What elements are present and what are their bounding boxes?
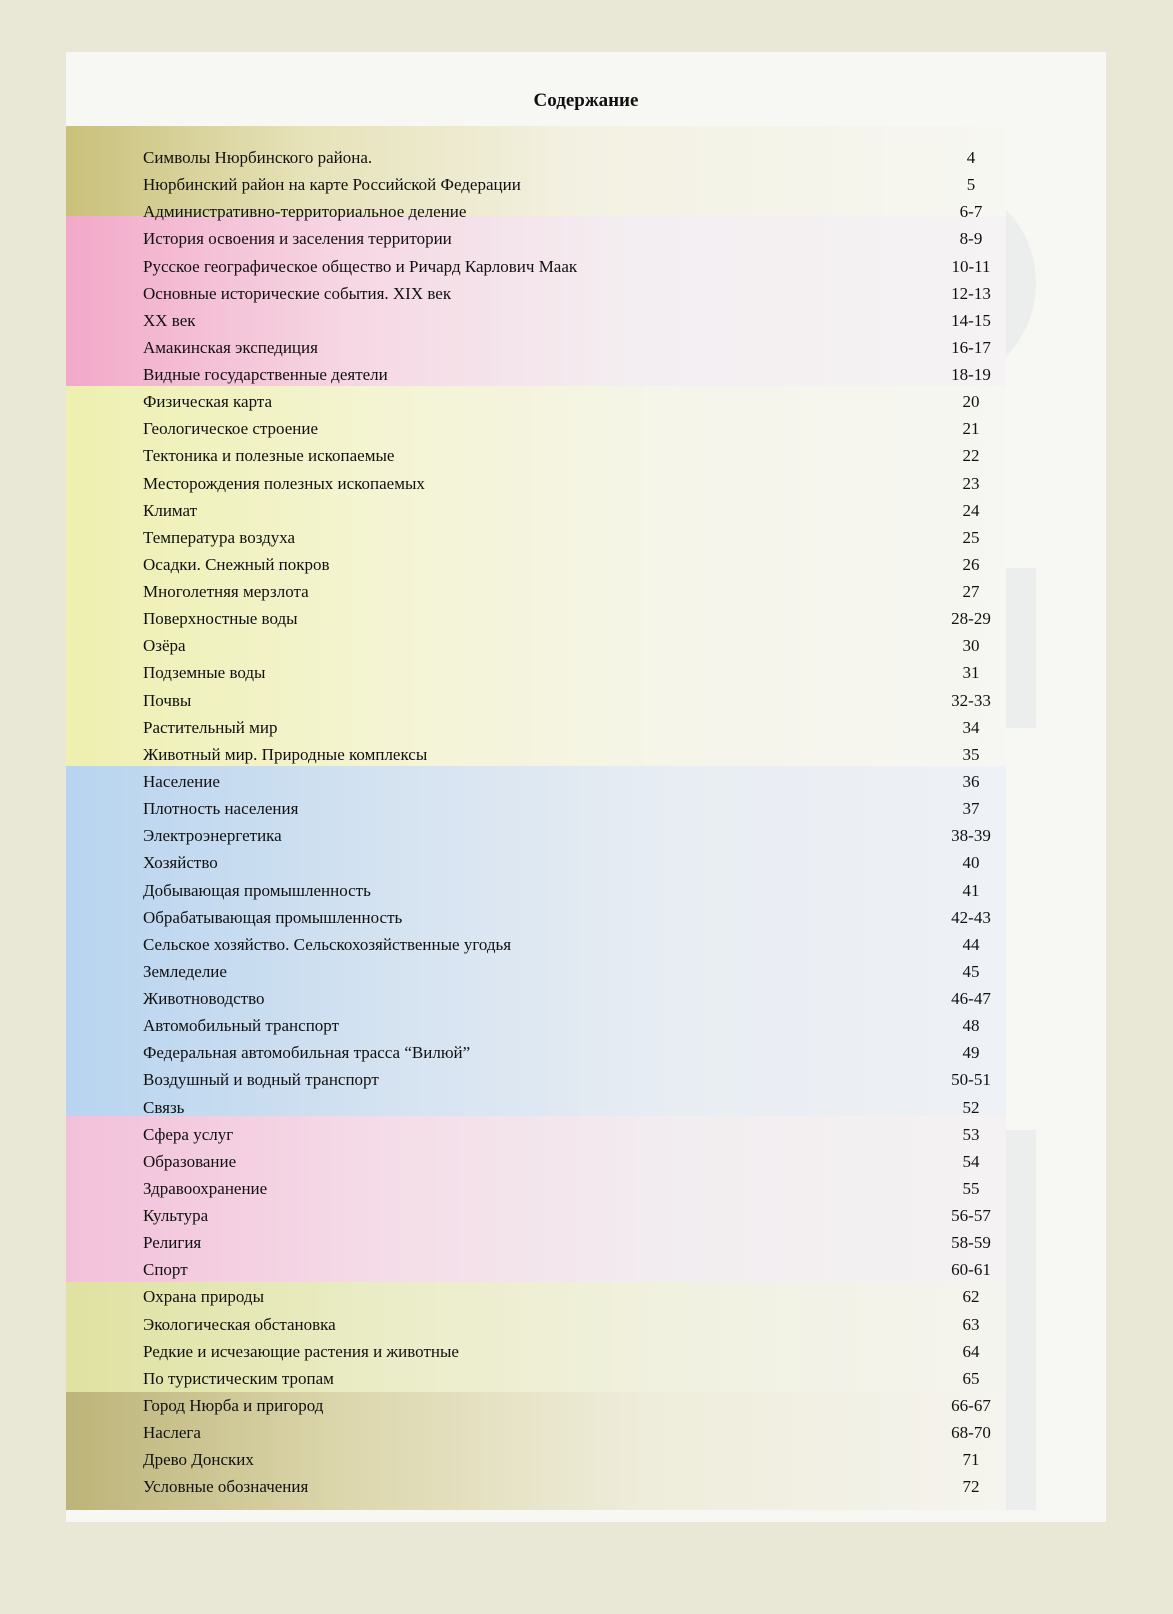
toc-entry-label: XX век: [143, 310, 196, 330]
toc-entry[interactable]: [143, 768, 1011, 795]
toc-entry[interactable]: [143, 1229, 1011, 1256]
toc-entry-page: 30: [962, 636, 980, 656]
toc-entry-label: Административно-территориальное деление: [143, 202, 467, 222]
toc-entry[interactable]: [143, 795, 1011, 822]
toc-entry-page: 4: [966, 148, 976, 167]
toc-entry-label: Хозяйство: [143, 853, 218, 873]
toc-entry[interactable]: [143, 1094, 1011, 1121]
toc-entry-label: Связь: [143, 1097, 185, 1117]
toc-entry-label: Животноводство: [143, 989, 265, 1009]
toc-entry[interactable]: [143, 1338, 1011, 1365]
toc-entry-label: Древо Донских: [143, 1450, 254, 1470]
toc-entry[interactable]: [143, 958, 1011, 985]
toc-entry-label: Редкие и исчезающие растения и животные: [143, 1341, 459, 1361]
toc-entry-page: 8-9: [959, 229, 983, 249]
toc-entry[interactable]: [143, 253, 1011, 280]
toc-entry[interactable]: [143, 931, 1011, 958]
toc-entry-page: 28-29: [951, 609, 991, 629]
toc-entry-label: Русское географическое общество и Ричард Карлович Маак: [143, 256, 578, 276]
toc-entry-label: Основные исторические события. XIX век: [143, 283, 452, 303]
toc-entry-page: 22: [962, 446, 980, 466]
toc-entry[interactable]: [143, 1012, 1011, 1039]
toc-entry-page: 37: [962, 799, 980, 819]
toc-entry[interactable]: [143, 388, 1011, 415]
toc-entry-page: 25: [962, 527, 980, 547]
toc-entry[interactable]: [143, 632, 1011, 659]
toc-entry-page: 31: [962, 663, 980, 683]
toc-entry-label: Климат: [143, 500, 198, 520]
toc-entry-label: Религия: [143, 1233, 202, 1253]
toc-entry-page: 46-47: [951, 989, 991, 1009]
toc-entry-label: Растительный мир: [143, 717, 278, 737]
toc-entry-page: 23: [962, 473, 980, 493]
toc-entry-label: Подземные воды: [143, 663, 266, 683]
toc-entry-page: 34: [962, 717, 980, 737]
toc-entry[interactable]: [143, 524, 1011, 551]
toc-entry[interactable]: [143, 1446, 1011, 1473]
toc-entry[interactable]: [143, 551, 1011, 578]
toc-entry[interactable]: [143, 1392, 1011, 1419]
toc-entry[interactable]: [143, 605, 1011, 632]
toc-entry-page: 6-7: [959, 202, 983, 222]
toc-entry-page: 63: [962, 1314, 980, 1334]
toc-entry-label: Геологическое строение: [143, 419, 319, 439]
toc-entry-label: Тектоника и полезные ископаемые: [143, 446, 395, 466]
toc-entry[interactable]: [143, 822, 1011, 849]
toc-entry-label: Наслега: [143, 1423, 201, 1443]
toc-entry-page: 21: [962, 419, 980, 439]
toc-entry-label: Добывающая промышленность: [143, 880, 371, 900]
toc-entry-label: Обрабатывающая промышленность: [143, 907, 403, 927]
toc-entry[interactable]: [143, 198, 1011, 225]
toc-entry[interactable]: [143, 1283, 1011, 1310]
toc-entry[interactable]: [143, 714, 1011, 741]
toc-entry[interactable]: [143, 849, 1011, 876]
toc-entry-page: 55: [962, 1178, 980, 1198]
toc-entry-page: 27: [962, 582, 980, 602]
toc-entry[interactable]: [143, 687, 1011, 714]
toc-entry-label: Физическая карта: [143, 392, 273, 412]
toc-entry-page: 72: [962, 1477, 980, 1497]
toc-entry-page: 38-39: [951, 826, 991, 846]
toc-entry-label: Культура: [143, 1206, 209, 1226]
toc-entry-label: Земледелие: [143, 961, 227, 981]
toc-entry[interactable]: [143, 1419, 1011, 1446]
toc-entry-page: 24: [962, 500, 980, 520]
toc-entry-page: 12-13: [951, 283, 991, 303]
toc-entry[interactable]: [143, 578, 1011, 605]
toc-entry-label: Здравоохранение: [143, 1178, 268, 1198]
toc-entry[interactable]: [143, 1066, 1011, 1093]
toc-entry-label: Автомобильный транспорт: [143, 1016, 339, 1036]
toc-entry-label: Сфера услуг: [143, 1124, 234, 1144]
toc-entry-page: 5: [966, 175, 976, 195]
toc-entry-page: 58-59: [951, 1233, 991, 1253]
toc-entry-page: 66-67: [951, 1395, 991, 1415]
toc-entry-page: 64: [962, 1341, 980, 1361]
toc-entry-label: Нюрбинский район на карте Российской Федерации: [143, 175, 521, 195]
page-title: Содержание: [533, 90, 639, 111]
toc-entry-label: Плотность населения: [143, 799, 299, 819]
toc-entry-label: Воздушный и водный транспорт: [143, 1070, 379, 1090]
toc-entry[interactable]: [143, 877, 1011, 904]
toc-entry-page: 44: [962, 934, 980, 954]
toc-entry-page: 26: [962, 554, 980, 574]
toc-entry[interactable]: [143, 415, 1011, 442]
toc-entry-page: 32-33: [951, 690, 991, 710]
toc-entry-page: 40: [962, 853, 980, 873]
toc-entry-label: Электроэнергетика: [143, 826, 282, 846]
toc-entry[interactable]: [143, 741, 1011, 768]
toc-entry-page: 62: [962, 1287, 980, 1307]
toc-entry-page: 60-61: [951, 1260, 991, 1280]
toc-entry-label: Сельское хозяйство. Сельскохозяйственные угодья: [143, 934, 512, 954]
toc-entry[interactable]: [143, 1311, 1011, 1338]
toc-entry[interactable]: [143, 442, 1011, 469]
toc-entry-page: 36: [962, 771, 980, 791]
toc-entry-label: Федеральная автомобильная трасса “Вилюй”: [143, 1043, 471, 1063]
toc-entry-label: Температура воздуха: [143, 527, 296, 547]
toc-entry[interactable]: [143, 1175, 1011, 1202]
toc-entry-label: Осадки. Снежный покров: [143, 554, 330, 574]
toc-entry-page: 68-70: [951, 1423, 991, 1443]
toc-entry-page: 49: [962, 1043, 980, 1063]
toc-entry-label: По туристическим тропам: [143, 1368, 334, 1388]
toc-entry[interactable]: [143, 497, 1011, 524]
toc-entry-label: Озёра: [143, 636, 186, 656]
toc-entry[interactable]: [143, 307, 1011, 334]
toc-entry-page: 54: [962, 1151, 980, 1171]
toc-entry[interactable]: [143, 904, 1011, 931]
toc-entry-page: 65: [962, 1368, 980, 1388]
toc-entry-page: 35: [962, 744, 980, 764]
toc-entry-label: Животный мир. Природные комплексы: [143, 744, 428, 764]
toc-entry-label: Условные обозначения: [143, 1477, 309, 1497]
toc-entry-page: 52: [962, 1097, 980, 1117]
toc-entry-label: Охрана природы: [143, 1287, 264, 1307]
toc-entry-page: 48: [962, 1016, 980, 1036]
toc-entry-label: Город Нюрба и пригород: [143, 1395, 324, 1415]
toc-entry-page: 20: [962, 392, 980, 412]
toc-entry-label: Амакинская экспедиция: [143, 337, 318, 357]
toc-entry-label: Спорт: [143, 1260, 188, 1280]
toc-entry[interactable]: [143, 225, 1011, 252]
toc-entry-label: Население: [143, 771, 220, 791]
toc-entry-page: 41: [962, 880, 980, 900]
toc-entry[interactable]: [143, 1148, 1011, 1175]
toc-entry-label: Экологическая обстановка: [143, 1314, 336, 1334]
toc-entry-label: Образование: [143, 1151, 237, 1171]
toc-entry[interactable]: [143, 985, 1011, 1012]
toc-entry[interactable]: [143, 280, 1011, 307]
toc-entry-label: Многолетняя мерзлота: [143, 582, 309, 602]
toc-entry[interactable]: [143, 470, 1011, 497]
toc-entry-label: Месторождения полезных ископаемых: [143, 473, 425, 493]
toc-entry[interactable]: [143, 144, 1011, 171]
toc-entry-label: Почвы: [143, 690, 192, 710]
toc-entry-page: 18-19: [951, 365, 991, 385]
toc-entry[interactable]: [143, 171, 1011, 198]
toc-entry-page: 56-57: [951, 1206, 991, 1226]
toc-entry-page: 16-17: [951, 337, 991, 357]
toc-entry-label: Символы Нюрбинского района.: [143, 148, 373, 167]
toc-entry-page: 45: [962, 961, 980, 981]
toc-entry-page: 42-43: [951, 907, 991, 927]
toc-entry-label: История освоения и заселения территории: [143, 229, 452, 249]
toc-entry-page: 50-51: [951, 1070, 991, 1090]
toc-entry[interactable]: [143, 334, 1011, 361]
toc-entry-label: Поверхностные воды: [143, 609, 298, 629]
toc-entry[interactable]: [143, 1473, 1011, 1500]
toc-entry-page: 10-11: [951, 256, 991, 276]
toc-entry[interactable]: [143, 1202, 1011, 1229]
toc-entry-page: 53: [962, 1124, 980, 1144]
toc-entry[interactable]: [143, 361, 1011, 388]
toc-entry[interactable]: [143, 659, 1011, 686]
toc-entry-label: Видные государственные деятели: [143, 365, 388, 385]
toc-entry-page: 71: [962, 1450, 980, 1470]
toc-entry[interactable]: [143, 1365, 1011, 1392]
toc-entry[interactable]: [143, 1256, 1011, 1283]
toc-entry[interactable]: [143, 1039, 1011, 1066]
toc-entry[interactable]: [143, 1121, 1011, 1148]
toc-entry-page: 14-15: [951, 310, 991, 330]
